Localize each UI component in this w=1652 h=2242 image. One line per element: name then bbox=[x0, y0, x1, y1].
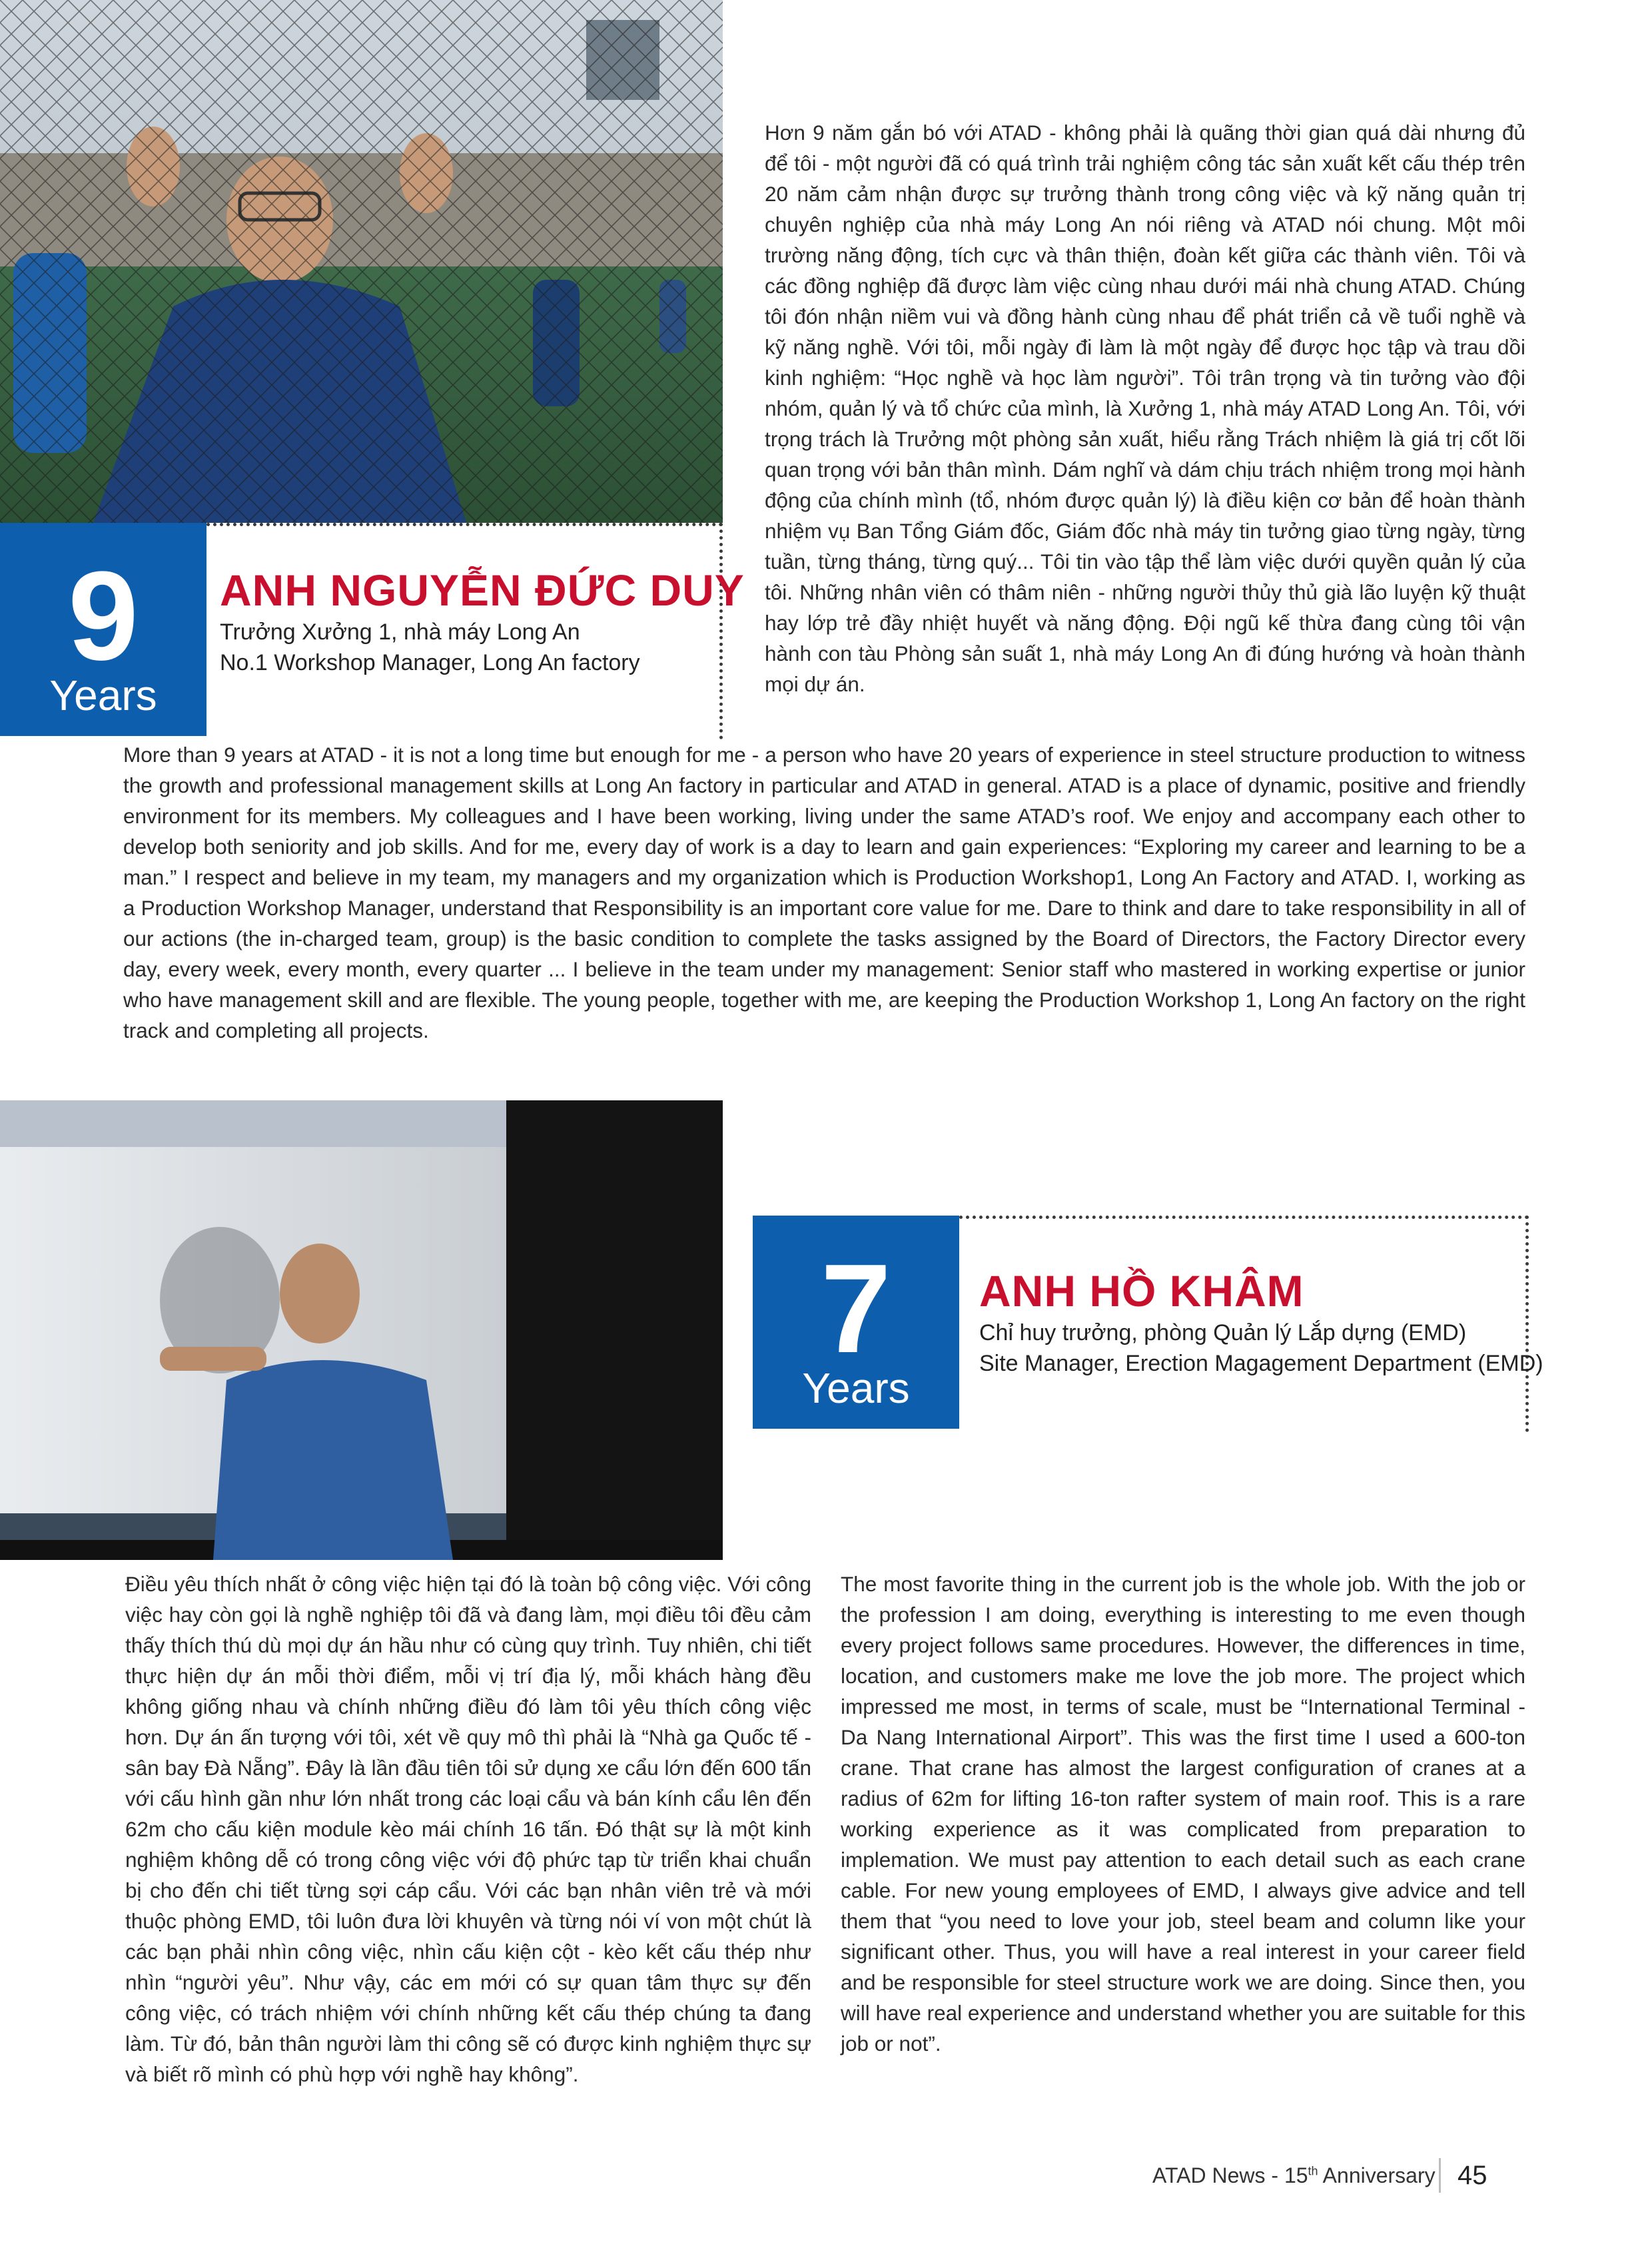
profile1-name: ANH NGUYỄN ĐỨC DUY bbox=[220, 565, 745, 615]
profile1-role-vi: Trưởng Xưởng 1, nhà máy Long An bbox=[220, 619, 580, 645]
footer-superscript: th bbox=[1308, 2164, 1318, 2178]
years-badge-9 bbox=[0, 523, 206, 736]
profile2-role-vi: Chỉ huy trưởng, phòng Quản lý Lắp dựng (EMD) bbox=[979, 1320, 1467, 1345]
years-label: Years bbox=[49, 671, 157, 719]
profile1-text-vi: Hơn 9 năm gắn bó với ATAD - không phải là quãng thời gian quá dài nhưng đủ để tôi - một người đã có quá trình trải nghiệm công tác sản xuất kết cấu thép trên 20 năm cảm nhận được sự trưởng thành trong công việc và kỹ năng quản trị chuyên nghiệp của nhà máy Long An nói riêng và ATAD nói chung. Một môi trường năng động, tích cực và thân thiện, đoàn kết giữa các thành viên. Tôi và các đồng nghiệp đã được làm việc cùng nhau dưới mái nhà chung ATAD. Chúng tôi đón nhận niềm vui và đồng hành cùng nhau để phát triển cả về tuổi nghề và kỹ năng nghề. Với tôi, mỗi ngày đi làm là một ngày để được học tập và trau dồi kinh nghiệm: “Học nghề và học làm người”. Tôi trân trọng và tin tưởng vào đội nhóm, quản lý và tổ chức của mình, là Xưởng 1, nhà máy ATAD Long An. Tôi, với trọng trách là Trưởng một phòng sản xuất, hiểu rằng Trách nhiệm là giá trị cốt lõi quan trọng với bản thân mình. Dám nghĩ và dám chịu trách nhiệm trong mọi hành động của chính mình (tổ, nhóm được quản lý) là điều kiện cơ bản để hoàn thành nhiệm vụ Ban Tổng Giám đốc, Giám đốc nhà máy tin tưởng giao từng ngày, từng tuần, từng tháng, từng quý... Tôi tin vào tập thể làm việc dưới quyền quản lý của tôi. Những nhân viên có thâm niên - những người thủy thủ già lão luyện kỹ thuật hay lớp trẻ đầy nhiệt huyết và năng động. Đội ngũ kế thừa đang cùng tôi vận hành con tàu Phòng sản suất 1, nhà máy Long An đi đúng hướng và hoàn thành mọi dự án. bbox=[765, 121, 1525, 696]
years-number: 9 bbox=[68, 546, 139, 687]
years-label: Years bbox=[802, 1364, 910, 1412]
profile2-text-vi: Điều yêu thích nhất ở công việc hiện tại đó là toàn bộ công việc. Với công việc hay còn gọi là nghề nghiệp tôi đã và đang làm, mọi điều tôi đều cảm thấy thích thú dù mọi dự án hầu như có cùng quy trình. Tuy nhiên, chi tiết thực hiện dự án mỗi thời điểm, mỗi vị trí địa lý, mỗi khách hàng đều không giống nhau và chính những điều đó làm tôi yêu thích công việc hơn. Dự án ấn tượng với tôi, xét về quy mô thì phải là “Nhà ga Quốc tế - sân bay Đà Nẵng”. Đây là lần đầu tiên tôi sử dụng xe cẩu lớn đến 600 tấn với cấu hình gần như lớn nhất trong các loại cẩu và bán kính cẩu lên đến 62m cho cấu kiện module kèo mái chính 16 tấn. Đó thật sự là một kinh nghiệm không dễ có trong công việc với độ phức tạp từ triển khai chuẩn bị cho đến chi tiết từng sợi cáp cẩu. Với các bạn nhân viên trẻ và mới thuộc phòng EMD, tôi luôn đưa lời khuyên và từng nói ví von một chút là các bạn phải nhìn công việc, nhìn cấu kiện cột - kèo kết cấu thép như nhìn “người yêu”. Như vậy, các em mới có sự quan tâm thực sự đến công việc, có trách nhiệm với chính những kết cấu thép chúng ta đang làm. Từ đó, bản thân người làm thi công sẽ có được kinh nghiệm thực sự và biết rõ mình có phù hợp với nghề hay không”. bbox=[125, 1572, 811, 2086]
profile2-text-en: The most favorite thing in the current job is the whole job. With the job or the profession I am doing, everything is interesting to me even though every project follows same procedures. However, the differences in time, location, and customers make me love the job more. The project which impressed me most, in terms of scale, must be “International Terminal - Da Nang International Airport”. This was the first time I used a 600-ton crane. That crane has almost the largest configuration of cranes at a radius of 62m for lifting 16-ton rafter system of main roof. This is a rare working experience as it was complicated from preparation to implemation. We must pay attention to each detail such as each crane cable. For new young employees of EMD, I always give advice and tell them that “you need to love your job, steel beam and column like your significant other. Thus, you will have a real interest in your career field and be responsible for steel structure work we are doing. Since then, you will have real experience and understand whether you are suitable for this job or not”. bbox=[841, 1572, 1525, 2055]
photo-ho-kham bbox=[0, 1100, 723, 1560]
page-number: 45 bbox=[1457, 2161, 1487, 2190]
years-badge-7 bbox=[753, 1216, 959, 1429]
footer-anniversary: Anniversary bbox=[1318, 2163, 1436, 2187]
profile2-role-en: Site Manager, Erection Magagement Department (EMD) bbox=[979, 1351, 1543, 1376]
photo-nguyen-duc-duy bbox=[0, 0, 723, 523]
profile2-name: ANH HỒ KHÂM bbox=[979, 1266, 1304, 1315]
footer-publication-name: ATAD News - 15 bbox=[1152, 2163, 1308, 2187]
profile1-role-en: No.1 Workshop Manager, Long An factory bbox=[220, 650, 640, 675]
profile1-text-en: More than 9 years at ATAD - it is not a long time but enough for me - a person who have 20 years of experience in steel structure production to witness the growth and professional management skills at Long An factory in particular and ATAD in general. ATAD is a place of dynamic, positive and friendly environment for its members. My colleagues and I have been working, living under the same ATAD’s roof. We enjoy and accompany each other to develop both seniority and job skills. And for me, every day of work is a day to learn and gain experiences: “Exploring my career and learning to be a man.” I respect and believe in my team, my managers and my organization which is Production Workshop1, Long An Factory and ATAD. I, working as a Production Workshop Manager, understand that Responsibility is an important core value for me. Dare to think and dare to take responsibility in all of our actions (the in-charged team, group) is the basic condition to complete the tasks assigned by the Board of Directors, the Factory Director every day, every week, every month, every quarter ... I believe in the team under my management: Senior staff who mastered in working expertise or junior who have management skill and are flexible. The young people, together with me, are keeping the Production Workshop 1, Long An factory on the right track and completing all projects. bbox=[123, 743, 1525, 1042]
years-number: 7 bbox=[821, 1238, 891, 1379]
footer-separator bbox=[1439, 2158, 1441, 2193]
footer-publication bbox=[1152, 2163, 1436, 2188]
